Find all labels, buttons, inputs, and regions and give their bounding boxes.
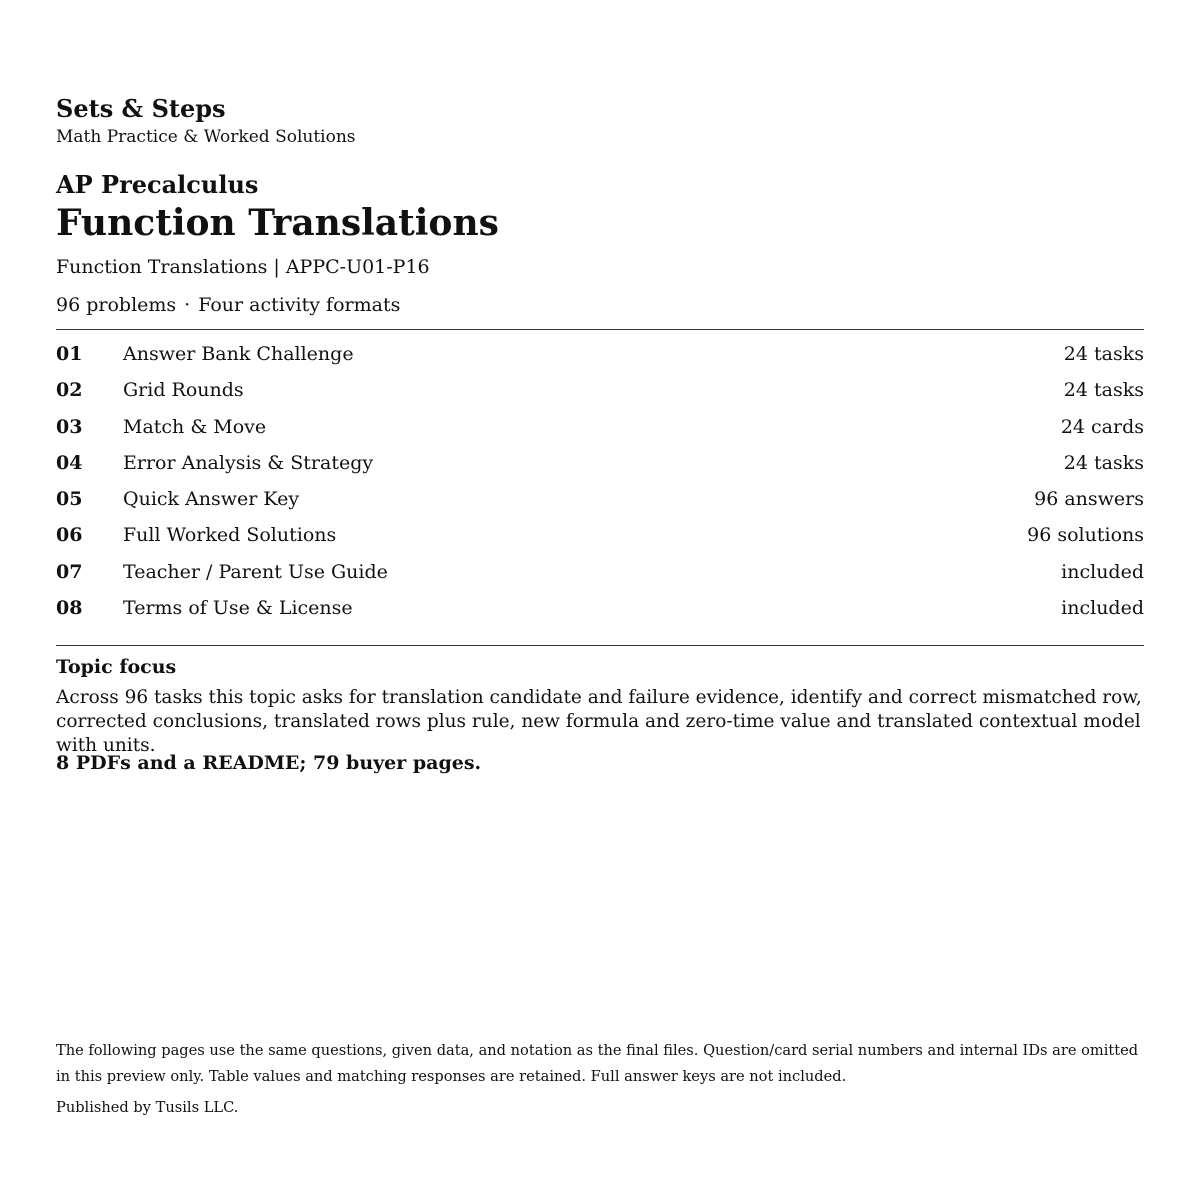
- row-title: Answer Bank Challenge: [123, 343, 354, 365]
- row-title: Quick Answer Key: [123, 488, 300, 511]
- brand-tagline: Math Practice & Worked Solutions: [56, 127, 356, 147]
- contents-row: [56, 445, 1144, 481]
- row-number: 05: [56, 488, 83, 511]
- contents-row: [56, 409, 1144, 445]
- row-count: included: [1061, 597, 1144, 620]
- product-code-line: Function Translations | APPC-U01-P16: [56, 256, 430, 278]
- row-title: Teacher / Parent Use Guide: [123, 560, 388, 583]
- row-count: 24 tasks: [1063, 379, 1144, 402]
- row-count: 24 tasks: [1063, 451, 1144, 474]
- row-title: Match & Move: [123, 415, 267, 438]
- topic-focus-heading: Topic focus: [56, 656, 177, 678]
- row-count: included: [1061, 560, 1144, 583]
- problem-count: 96 problems: [56, 294, 177, 316]
- row-title: Full Worked Solutions: [123, 524, 337, 547]
- divider-top: [56, 329, 1144, 330]
- row-number: 01: [56, 343, 83, 365]
- preview-disclaimer: The following pages use the same questions, given data, and notation as the final files. Question/card serial numbers and internal IDs are omitted in this preview only. Table values and matching responses are retained. Full answer keys are not included.: [56, 1042, 1139, 1085]
- publisher-line: Published by Tusils LLC.: [56, 1099, 239, 1116]
- contents-row: [56, 590, 1144, 626]
- row-number: 03: [56, 415, 83, 438]
- file-summary: 8 PDFs and a README; 79 buyer pages.: [56, 752, 482, 774]
- row-count: 96 answers: [1034, 488, 1144, 511]
- contents-row: [56, 336, 1144, 372]
- contents-row: [56, 517, 1144, 553]
- row-count: 24 tasks: [1063, 343, 1144, 365]
- brand-name: Sets & Steps: [56, 94, 226, 123]
- preview-page: [56, 0, 1144, 1200]
- row-number: 04: [56, 451, 83, 474]
- row-title: Grid Rounds: [123, 379, 244, 402]
- page-title: Function Translations: [56, 202, 499, 244]
- row-number: 07: [56, 560, 83, 583]
- row-number: 06: [56, 524, 83, 547]
- contents-row: [56, 554, 1144, 590]
- row-number: 08: [56, 597, 83, 620]
- row-title: Error Analysis & Strategy: [123, 451, 374, 474]
- course-name: AP Precalculus: [56, 170, 259, 199]
- topic-focus-text: Across 96 tasks this topic asks for translation candidate and failure evidence, identify and correct mismatched row, corrected conclusions, translated rows plus rule, new formula and zero-time value and translated contextual model with units.: [56, 687, 1142, 756]
- activity-formats: Four activity formats: [198, 294, 401, 316]
- contents-row: [56, 372, 1144, 408]
- row-count: 96 solutions: [1027, 524, 1144, 547]
- row-title: Terms of Use & License: [123, 597, 353, 620]
- contents-list: [56, 336, 1144, 626]
- row-number: 02: [56, 379, 83, 402]
- row-count: 24 cards: [1060, 415, 1144, 438]
- meta-separator: ·: [184, 294, 191, 316]
- contents-row: [56, 481, 1144, 517]
- product-meta: [56, 292, 400, 318]
- divider-bottom: [56, 645, 1144, 646]
